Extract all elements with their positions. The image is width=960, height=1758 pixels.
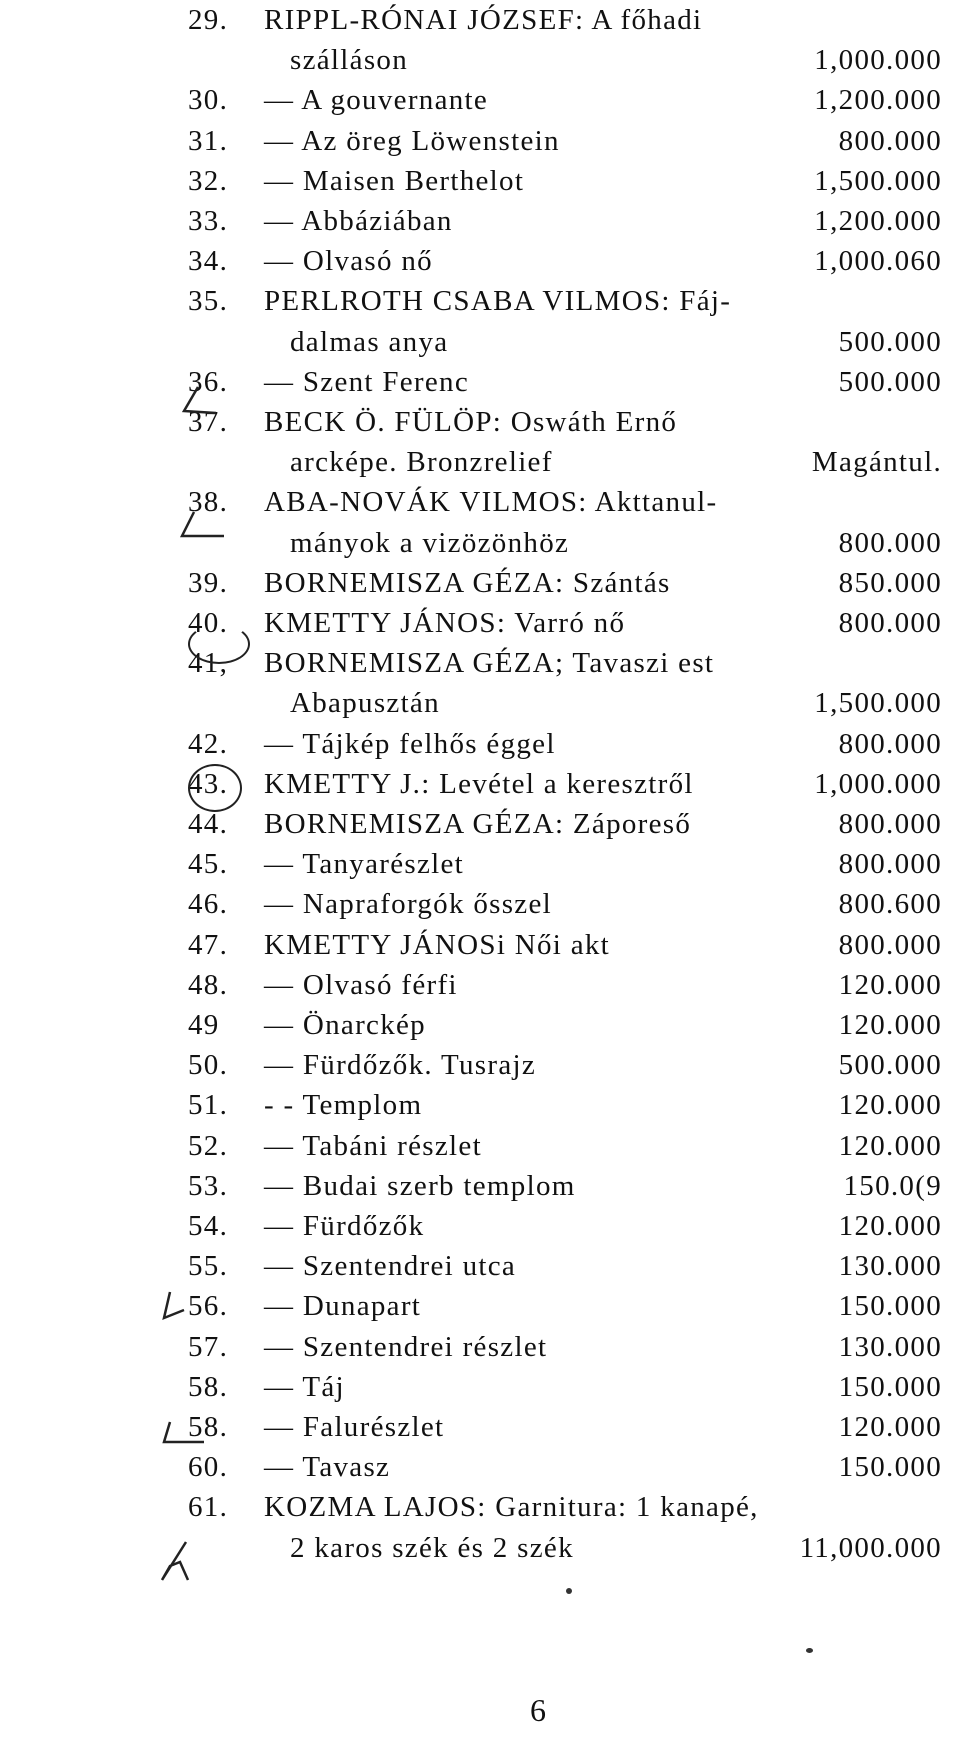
entry-title: BECK Ö. FÜLÖP: Oswáth Ernő <box>264 406 678 438</box>
entry-title: — Budai szerb templom <box>264 1169 576 1202</box>
entry-number: 35. <box>188 285 229 318</box>
entry-title: RIPPL-RÓNAI JÓZSEF: A főhadi <box>264 4 703 36</box>
entry-price: 500.000 <box>838 365 942 398</box>
catalog-entry <box>0 1286 960 1326</box>
entry-title: — Szent Ferenc <box>264 365 470 398</box>
ink-speck <box>806 1648 813 1653</box>
catalog-entry <box>0 1005 960 1045</box>
entry-title: — Tabáni részlet <box>264 1129 482 1162</box>
catalog-entry <box>0 362 960 402</box>
catalog-entry <box>0 402 960 442</box>
page-number: 6 <box>530 1692 546 1728</box>
catalog-entry <box>0 1407 960 1447</box>
entry-price: 120.000 <box>838 1129 942 1162</box>
entry-number: 51. <box>188 1089 229 1122</box>
catalog-entry <box>0 442 960 482</box>
catalog-entry <box>0 643 960 683</box>
entry-title: szálláson <box>290 44 409 77</box>
entry-title: — A gouvernante <box>264 84 489 117</box>
entry-number: 44. <box>188 808 229 840</box>
catalog-entry <box>0 1327 960 1367</box>
entry-price: 800.000 <box>838 928 942 961</box>
entry-number: 32. <box>188 164 229 197</box>
entry-number: 48. <box>188 968 229 1001</box>
catalog-entry <box>0 965 960 1005</box>
entry-title: Abapusztán <box>290 687 440 720</box>
entry-number: 43. <box>188 767 229 800</box>
catalog-entry <box>0 804 960 844</box>
entry-title: PERLROTH CSABA VILMOS: Fáj- <box>264 285 732 318</box>
entry-number: 55. <box>188 1250 229 1283</box>
entry-price: 1,500.000 <box>814 687 942 720</box>
entry-price: 150.000 <box>838 1370 942 1403</box>
entry-price: 1,200.000 <box>814 84 942 117</box>
entry-number: 34. <box>188 245 229 278</box>
catalog-entry <box>0 121 960 161</box>
entry-title: - - Templom <box>264 1089 423 1122</box>
entry-number: 29. <box>188 4 229 36</box>
entry-number: 46. <box>188 888 229 921</box>
entry-price: 800.000 <box>838 124 942 157</box>
handwritten-tick-55 <box>158 1290 188 1329</box>
entry-price: 800.600 <box>838 888 942 921</box>
entry-price: 1,000.060 <box>814 245 942 278</box>
entry-title: — Dunapart <box>264 1290 422 1323</box>
entry-title: KMETTY JÁNOSi Női akt <box>264 928 611 961</box>
entry-price: 1,500.000 <box>814 164 942 197</box>
entry-price: 1,000.000 <box>814 767 942 800</box>
catalog-entry <box>0 40 960 80</box>
catalog-entry <box>0 925 960 965</box>
entry-title: BORNEMISZA GÉZA: Szántás <box>264 566 671 599</box>
ink-speck <box>566 1588 572 1594</box>
entry-number: 54. <box>188 1210 229 1242</box>
entry-price: 800.000 <box>838 808 942 840</box>
entry-price: 800.000 <box>838 526 942 559</box>
entry-price: 120.000 <box>838 1009 942 1041</box>
entry-number: 49 <box>188 1009 220 1041</box>
entry-price: 800.000 <box>838 727 942 760</box>
catalog-entry <box>0 603 960 643</box>
catalog-entry <box>0 1166 960 1206</box>
entry-price: 130.000 <box>838 1250 942 1283</box>
entry-price: 120.000 <box>838 968 942 1001</box>
catalog-entry <box>0 884 960 924</box>
entry-title: — Olvasó férfi <box>264 968 458 1001</box>
entry-price: 1,000.000 <box>814 44 942 77</box>
catalog-entry <box>0 1126 960 1166</box>
entry-price: 120.000 <box>838 1411 942 1443</box>
entry-title: — Tavasz <box>264 1451 391 1484</box>
entry-number: 39. <box>188 566 229 599</box>
entry-title: — Falurészlet <box>264 1411 445 1443</box>
entry-number: 40. <box>188 607 229 639</box>
entry-price: 150.0(9 <box>843 1169 942 1202</box>
entry-title: KMETTY J.: Levétel a keresztről <box>264 767 694 800</box>
entry-title: arcképe. Bronzrelief <box>290 446 553 479</box>
entry-price: Magántul. <box>811 446 942 479</box>
catalog-entry <box>0 322 960 362</box>
catalog-entry <box>0 844 960 884</box>
catalog-entry <box>0 1085 960 1125</box>
catalog-entry <box>0 1528 960 1568</box>
entry-price: 800.000 <box>838 607 942 639</box>
catalog-entry <box>0 1045 960 1085</box>
catalog-entry <box>0 161 960 201</box>
catalog-entry <box>0 1206 960 1246</box>
entry-title: KOZMA LAJOS: Garnitura: 1 kanapé, <box>264 1491 759 1524</box>
entry-price: 1,200.000 <box>814 205 942 237</box>
entry-price: 850.000 <box>838 566 942 599</box>
entry-title: — Abbáziában <box>264 205 453 237</box>
entry-number: 58. <box>188 1411 229 1443</box>
entry-title: — Maisen Berthelot <box>264 164 525 197</box>
entry-title: — Önarckép <box>264 1009 426 1041</box>
catalog-entry <box>0 80 960 120</box>
catalog-entry <box>0 764 960 804</box>
entry-number: 38. <box>188 486 229 519</box>
entry-number: 60. <box>188 1451 229 1484</box>
catalog-entry <box>0 1447 960 1487</box>
entry-title: BORNEMISZA GÉZA: Záporeső <box>264 808 692 840</box>
catalog-entry <box>0 1487 960 1527</box>
handwritten-tick-61 <box>158 1540 218 1589</box>
catalog-entry <box>0 724 960 764</box>
catalog-entry <box>0 523 960 563</box>
catalog-entry <box>0 1367 960 1407</box>
entry-number: 47. <box>188 928 229 961</box>
entry-price: 120.000 <box>838 1210 942 1242</box>
catalog-entry <box>0 563 960 603</box>
entry-title: — Tanyarészlet <box>264 848 465 881</box>
entry-number: 57. <box>188 1330 229 1363</box>
entry-number: 36. <box>188 365 229 398</box>
entry-title: — Szentendrei utca <box>264 1250 517 1283</box>
entry-number: 50. <box>188 1049 229 1082</box>
handwritten-tick-58 <box>158 1418 208 1453</box>
entry-price: 11,000.000 <box>799 1531 942 1564</box>
handwritten-tick-36 <box>178 385 218 420</box>
entry-title: KMETTY JÁNOS: Varró nő <box>264 607 626 639</box>
entry-title: — Fürdőzők. Tusrajz <box>264 1049 537 1082</box>
entry-price: 120.000 <box>838 1089 942 1122</box>
handwritten-tick-38 <box>178 510 228 545</box>
entry-title: ABA-NOVÁK VILMOS: Akttanul- <box>264 486 718 519</box>
entry-title: — Napraforgók ősszel <box>264 888 553 921</box>
catalog-entry <box>0 683 960 723</box>
entry-price: 130.000 <box>838 1330 942 1363</box>
entry-price: 150.000 <box>838 1451 942 1484</box>
entry-number: 42. <box>188 727 229 760</box>
entry-title: — Fürdőzők <box>264 1210 425 1242</box>
catalog-entry <box>0 1246 960 1286</box>
entry-price: 500.000 <box>838 325 942 358</box>
entry-number: 56. <box>188 1290 229 1323</box>
entry-price: 500.000 <box>838 1049 942 1082</box>
entry-price: 150.000 <box>838 1290 942 1323</box>
entry-title: mányok a vizözönhöz <box>290 526 570 559</box>
entry-number: 31. <box>188 124 229 157</box>
entry-title: — Az öreg Löwenstein <box>264 124 560 157</box>
entry-title: — Tájkép felhős éggel <box>264 727 556 760</box>
entry-title: — Szentendrei részlet <box>264 1330 548 1363</box>
catalog-entry <box>0 241 960 281</box>
entry-number: 58. <box>188 1370 229 1403</box>
entry-title: 2 karos szék és 2 szék <box>290 1531 574 1564</box>
entry-number: 53. <box>188 1169 229 1202</box>
catalog-entry <box>0 281 960 321</box>
entry-number: 33. <box>188 205 229 237</box>
entry-title: BORNEMISZA GÉZA; Tavaszi est <box>264 647 715 680</box>
handwritten-circle-40 <box>188 624 250 664</box>
catalog-entry <box>0 201 960 241</box>
handwritten-circle-43 <box>188 764 242 812</box>
entry-number: 30. <box>188 84 229 117</box>
catalog-entry <box>0 0 960 40</box>
entry-number: 37. <box>188 406 229 438</box>
entry-number: 41, <box>188 647 229 680</box>
entry-title: dalmas anya <box>290 325 449 358</box>
catalog-entry <box>0 482 960 522</box>
entry-title: — Olvasó nő <box>264 245 433 278</box>
entry-number: 52. <box>188 1129 229 1162</box>
entry-title: — Táj <box>264 1370 345 1403</box>
entry-number: 61. <box>188 1491 229 1524</box>
entry-price: 800.000 <box>838 848 942 881</box>
entry-number: 45. <box>188 848 229 881</box>
